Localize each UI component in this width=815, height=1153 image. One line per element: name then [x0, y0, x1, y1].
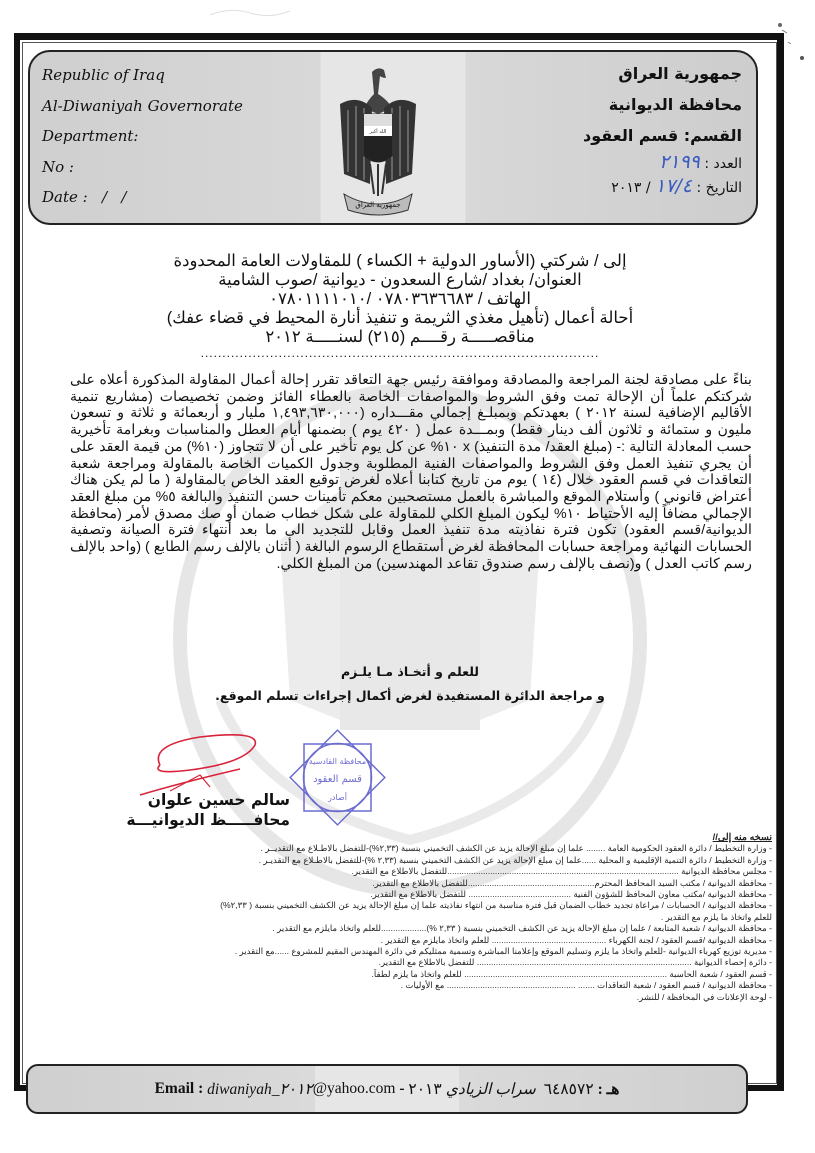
tender-number: مناقصـــــة رقــــم (٢١٥) لسنـــــة ٢٠١٢: [265, 328, 535, 346]
letterhead-english: [42, 60, 243, 213]
governorate-en: Al-Diwaniyah Governorate: [42, 96, 243, 115]
emblem-caption: جمهورية العراق: [355, 201, 401, 209]
copy-item: - محافظة الديوانية / قسم العقود / شعبة التعاقدات ....... ...................................................... مع الأوليات .: [400, 980, 772, 991]
copy-item: - وزارة التخطيط / دائرة التنمية الإقليمية و المحلية ......علما إن مبلغ الإحالة يزيد عن الكشف التخميني بنسبة (٢,٣٣ %)-للتفضل بالاطـلاع مع التقديـر .: [258, 854, 772, 865]
recipient-phone: الهاتف / ٠٧٨٠٣٦٣٦٦٨٣ /٠٧٨٠١١١١٠١٠: [269, 290, 531, 308]
closing-block: [150, 660, 670, 708]
copies-list: [100, 832, 772, 1003]
copy-item: - محافظة الديوانية /مكتب معاون المحافظ للشؤون الفنية ........................................... للتفضل بالاطلاع مع التقدير.: [370, 889, 772, 900]
footer-separator: -: [395, 1080, 409, 1097]
email-label: Email :: [154, 1080, 204, 1097]
copy-item: - محافظة الديوانية / الحسابات / مراعاة تجديد خطاب الضمان قبل فترة مناسبة من انتهاء نفاذيته علما إن مبلغ الإحالة يزيد عن الكشف التخميني بنسبة ( ٢,٣٣%): [220, 900, 772, 911]
copy-item: - وزارة التخطيط / دائرة العقود الحكومية العامة ........ علما إن مبلغ الإحالة يزيد عن الكشف التخميني بنسبة (٢,٣٣%)-للتفضل بالاطـلاع مع التقديــر .: [260, 843, 772, 854]
body-paragraph: بناءً على مصادقة لجنة المراجعة والمصادقة وموافقة رئيس جهة التعاقد تقرر إحالة أعمال المقاولة المذكورة أعلاه على شركتكم علماً أن الإحالة تمت وفق الشروط والمواصفات الخاصة بالعطاء الفائز وضمن تخصيصات (مشاريع تنمية الأقاليم الإضافية لسنة ٢٠١٢ ) بعهدتكم وبمبلـغ إجمالي مقـــداره (١,٤٩٣,٦٣٠,٠٠٠ مليار و أربعمائة و ثلاثة و تسعون مليون و ستمائة و ثلاثون ألف دينار فقط) وبمـــدة عمل ( ٤٢٠ يوم ) بضمنها أيام العطل والمناسبات وبغرامة تأخيرية حسب المعادلة التالية :- (مبلغ العقد/ مدة التنفيذ) x ١٠% عن كل يوم تأخير على أن لا تتجاوز (١٠%) من قيمة العقد على أن يجري تنفيذ العمل وفق الشروط والمواصفات الفنية المطلوبة وجدول الكميات الخاصة بالمقاولة ومراجعة شعبة التعاقدات في قسم العقود خلال (١٤ ) يوم من تاريخ كتابنا أعلاه لغرض توقيع العقد الخاص بالمقاولة ( ما لم يكن هناك أعتراض قانوني ) وأستلام الموقع والمباشرة بالعمل مستصحبين معكم تأمينات حسن التنفيذ والبالغة ٥% من مبلغ العقد الإجمالي مضافاً إليه الأحتياط ١٠% ليكون المبلغ الكلي للمقاولة على شكل خطاب ضمان أو صك مصدق لأمر (محافظة الديوانية/قسم العقود) تكون فترة نفاذيته مدة تنفيذ العمل وقابل للتجديد الى ما بعد أنتهاء فترة الصيانة وتصفية الحسابات النهائية ومراجعة حسابات المحافظة لغرض أستقطاع الرسوم البالغة ( أثنان بالإلف رسم الطابع ) (واحد بالإلف رسم كاتب العدل ) و(نصف بالإلف رسم صندوق تقاعد المهندسين) من المبلغ الكلي.: [70, 372, 752, 572]
stamp-middle: قسم العقود: [313, 774, 362, 785]
signatory-title: محافـــــظ الديوانيـــة: [126, 811, 290, 829]
recipient-address: العنوان/ بغداد /شارع السعدون - ديوانية /صوب الشامية: [218, 271, 582, 289]
country-en: Republic of Iraq: [42, 66, 165, 84]
copy-item: - محافظة الديوانية / مكتب السيد المحافظ المحترم.....................................................للتفضل بالاطلاع مع التقدير.: [372, 877, 772, 888]
closing-line-1: للعلم و أتخـاذ مـا يلـزم: [340, 664, 479, 679]
copy-item: - محافظة الديوانية / شعبة المتابعة / علما إن مبلغ الإحالة يزيد عن الكشف التخميني بنسبة ( ٢,٣٣ %)...................للعلم واتخاذ مايلزم مع التقدير .: [272, 923, 772, 934]
footer-phone: ٦٤٨٥٧٢: [543, 1080, 594, 1098]
footer-designer: سراب الزيادي: [445, 1080, 536, 1098]
footer-bar: [26, 1064, 748, 1114]
copy-item: - دائرة إحصاء الديوانية .......................................................................................... للتفضل بالاطلاع مع التقدير.: [378, 957, 772, 968]
copy-item: للعلم واتخاذ ما يلزم مع التقدير .: [660, 911, 772, 922]
footer-phone-label: هـ :: [597, 1080, 620, 1098]
date-label-en: Date : / /: [42, 188, 127, 206]
recipient-to: إلى / شركتي (الأساور الدولية + الكساء ) للمقاولات العامة المحدودة: [173, 252, 627, 270]
closing-line-2: و مراجعة الدائرة المستفيدة لغرض أكمال إجراءات تسلم الموقع.: [215, 688, 605, 703]
number-label-en: No :: [42, 157, 74, 176]
official-stamp-icon: [280, 720, 395, 835]
email-domain[interactable]: @yahoo.com: [312, 1080, 396, 1097]
signatory: [110, 790, 290, 830]
copy-item: - مجلس محافظة الديوانية .................................................................................................للتفضل بالاطلاع مع التقدير.: [351, 866, 772, 877]
footer-year: ٢٠١٣: [408, 1080, 442, 1098]
copy-item: - محافظة الديوانية /قسم العقود / لجنة الكهرباء ................................................ للعلم واتخاذ مايلزم مع التقدير .: [380, 934, 772, 945]
signatory-name: سالم حسين علوان: [147, 791, 290, 809]
department-label-en: Department:: [42, 127, 139, 145]
subject-line: أحالة أعمال (تأهيل مغذي الثريمة و تنفيذ أنارة المحيط في قضاء عفك): [166, 309, 634, 327]
separator-dots: ............................................................................................: [200, 346, 600, 360]
governorate-ar: محافظة الديوانية: [608, 95, 742, 114]
stamp-top: محافظة القادسية: [308, 757, 367, 766]
email-user[interactable]: diwaniyah_٢٠١٢: [207, 1080, 313, 1098]
copy-item: - مديرية توزيع كهرباء الديوانية -للعلم واتخاذ ما يلزم وتسليم الموقع وإعلامنا المباشرة وتسمية ممثليكم في دائرة المهندس المقيم للمشروع ......مع التقدير .: [234, 946, 772, 957]
number-label-ar: العدد :: [704, 156, 742, 172]
scan-smudge: [200, 5, 300, 25]
date-row: [583, 175, 742, 199]
iraq-eagle-emblem-icon: [334, 64, 422, 216]
letterhead: [28, 50, 758, 225]
stamp-bottom: أصادر: [328, 793, 347, 802]
department-ar: القسم: قسم العقود: [583, 126, 742, 145]
date-value: ١٧/٤: [655, 175, 693, 197]
letterhead-arabic: [583, 58, 742, 199]
copy-item: - لوحة الإعلانات في المحافظة / للنشر.: [636, 991, 772, 1002]
copies-title: نسخه منه إلى//: [712, 832, 772, 843]
emblem-flag-text: الله أكبر: [369, 129, 387, 135]
reference-number: ٢١٩٩: [659, 151, 700, 173]
recipient-block: [150, 252, 650, 359]
number-row: [583, 151, 742, 175]
date-label-ar: التاريخ :: [696, 180, 742, 196]
copy-item: - قسم العقود / شعبة الحاسبة ..................................................................................... للعلم واتخاذ ما يلزم لطفاً.: [371, 968, 772, 979]
country-ar: جمهورية العراق: [618, 64, 742, 83]
date-year: / ٢٠١٣: [611, 180, 651, 196]
